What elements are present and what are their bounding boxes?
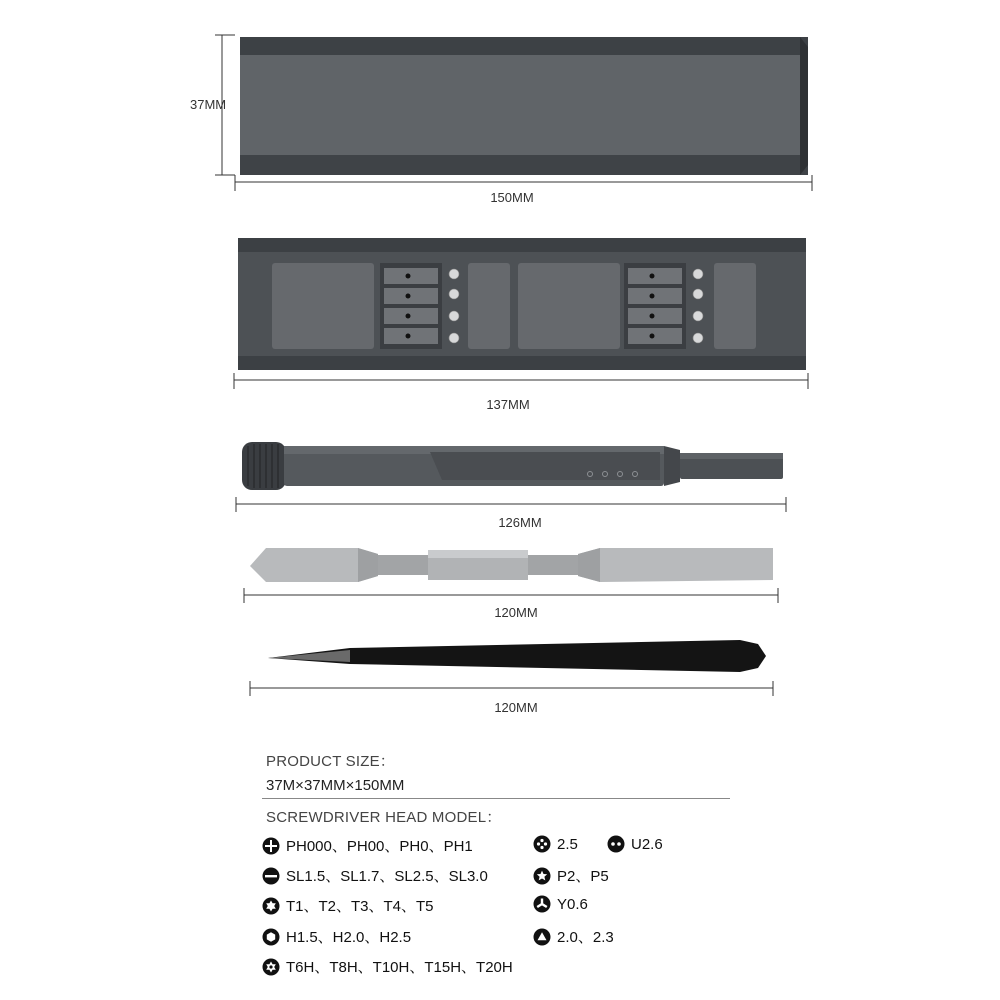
bit-tray-figure <box>228 232 818 402</box>
bit-row-phillips-text: PH000、PH00、PH0、PH1 <box>286 838 473 855</box>
tweezers-figure <box>240 630 780 700</box>
bit-row-hex <box>262 926 411 947</box>
bit-row-tri-wing <box>533 895 588 913</box>
spudger-length-label: 120MM <box>494 605 538 620</box>
bit-row-torx-security-text: T6H、T8H、T10H、T15H、T20H <box>286 959 513 976</box>
bit-row-torx-security <box>262 956 513 977</box>
bit-row-four-hole-text: 2.5 <box>557 835 578 853</box>
bit-row-torx-text: T1、T2、T3、T4、T5 <box>286 898 434 915</box>
bit-row-u-type-text: U2.6 <box>631 835 663 853</box>
torx-icon <box>262 897 280 915</box>
product-size-value: 37M×37MM×150MM <box>266 777 405 794</box>
tri-wing-icon <box>533 895 551 913</box>
tray-length-label: 137MM <box>486 397 530 412</box>
bit-row-four-hole <box>533 835 578 853</box>
box-height-label: 37MM <box>190 97 227 112</box>
tweezers-length-label: 120MM <box>494 700 538 715</box>
bit-row-pentalobe-text: P2、P5 <box>557 868 609 885</box>
bit-row-slotted <box>262 865 488 886</box>
bit-row-slotted-text: SL1.5、SL1.7、SL2.5、SL3.0 <box>286 868 488 885</box>
phillips-icon <box>262 837 280 855</box>
bit-row-pentalobe <box>533 865 609 886</box>
spec-divider <box>262 798 730 799</box>
bit-row-triangle <box>533 926 614 947</box>
torx-security-icon <box>262 958 280 976</box>
slotted-icon <box>262 867 280 885</box>
head-model-heading: SCREWDRIVER HEAD MODEL： <box>266 809 502 826</box>
bit-row-phillips <box>262 835 473 856</box>
bit-row-torx <box>262 895 434 916</box>
bit-row-u-type <box>607 835 663 853</box>
four-hole-icon <box>533 835 551 853</box>
bit-row-tri-wing-text: Y0.6 <box>557 895 588 913</box>
bit-row-hex-text: H1.5、H2.0、H2.5 <box>286 929 412 946</box>
hex-icon <box>262 928 280 946</box>
pentalobe-icon <box>533 867 551 885</box>
triangle-icon <box>533 928 551 946</box>
product-size-heading: PRODUCT SIZE： <box>266 753 396 770</box>
u-type-icon <box>607 835 625 853</box>
screwdriver-figure <box>230 432 800 522</box>
box-length-label: 150MM <box>490 190 534 205</box>
bit-row-triangle-text: 2.0、2.3 <box>557 929 614 946</box>
driver-length-label: 126MM <box>498 515 542 530</box>
spudger-figure <box>238 540 788 610</box>
